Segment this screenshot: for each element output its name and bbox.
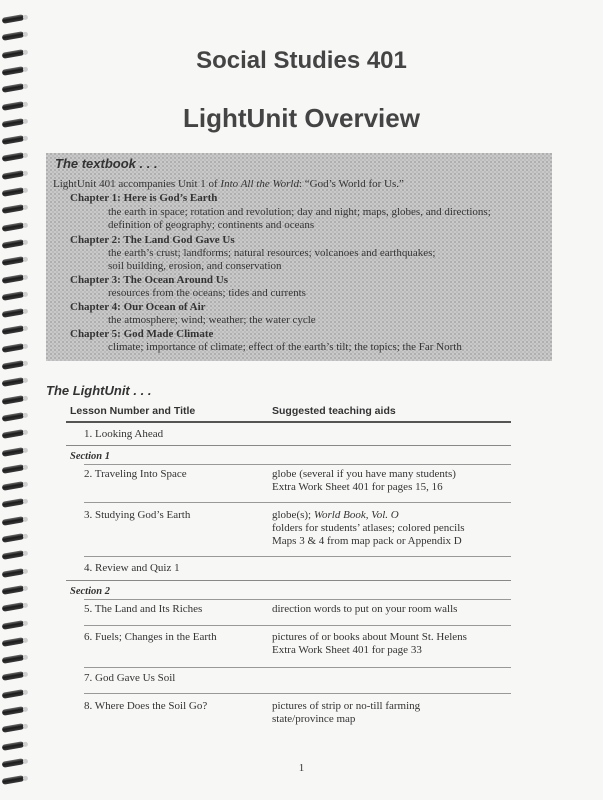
chapter-2-title: Chapter 2: The Land God Gave Us — [70, 234, 235, 246]
intro-prefix: LightUnit 401 accompanies Unit 1 of — [53, 178, 221, 190]
row-divider — [66, 580, 511, 581]
binding-coil — [2, 429, 25, 439]
row-divider — [66, 445, 511, 446]
binding-coil — [2, 412, 25, 422]
chapter-1-desc: definition of geography; continents and oceans — [108, 219, 315, 231]
binding-coil — [2, 308, 25, 318]
column-header-lesson: Lesson Number and Title — [70, 405, 196, 417]
chapter-3-title: Chapter 3: The Ocean Around Us — [70, 274, 228, 286]
lesson-title: 5. The Land and Its Riches — [84, 603, 203, 615]
intro-book-title: Into All the World — [220, 178, 299, 190]
binding-coil — [2, 187, 25, 197]
intro-suffix: : “God’s World for Us.” — [298, 178, 404, 190]
binding-coil — [2, 239, 25, 249]
binding-coil — [2, 274, 25, 284]
binding-coil — [2, 377, 25, 387]
binding-coil — [2, 654, 25, 664]
lesson-title: 6. Fuels; Changes in the Earth — [84, 631, 217, 643]
column-header-aids: Suggested teaching aids — [272, 405, 396, 417]
teaching-aid: pictures of or books about Mount St. Helens — [272, 631, 467, 643]
row-divider — [84, 599, 511, 600]
binding-coil — [2, 533, 25, 543]
row-divider — [84, 556, 511, 557]
binding-coil — [2, 326, 25, 336]
binding-coil — [2, 204, 25, 214]
binding-coil — [2, 222, 25, 232]
lesson-title: 8. Where Does the Soil Go? — [84, 700, 208, 712]
binding-coil — [2, 395, 25, 405]
binding-coil — [2, 464, 25, 474]
aid-world-book: World Book, Vol. O — [313, 509, 399, 521]
aid-globes: globe(s); — [272, 509, 314, 521]
page-number: 1 — [298, 762, 305, 774]
binding-coil — [2, 31, 25, 41]
row-divider — [84, 667, 511, 668]
binding-coil — [2, 585, 25, 595]
lesson-title: 2. Traveling Into Space — [84, 468, 187, 480]
chapter-4-desc: the atmosphere; wind; weather; the water cycle — [108, 314, 316, 326]
binding-coil — [2, 447, 25, 457]
binding-coil — [2, 256, 25, 266]
chapter-2-desc: soil building, erosion, and conservation — [108, 260, 282, 272]
teaching-aid: Extra Work Sheet 401 for page 33 — [272, 644, 422, 656]
binding-coil — [2, 672, 25, 682]
row-divider — [84, 464, 511, 465]
header-rule — [66, 421, 511, 423]
binding-coil — [2, 723, 25, 733]
binding-coil — [2, 360, 25, 370]
section-label: Section 2 — [70, 586, 110, 597]
binding-coil — [2, 14, 25, 24]
teaching-aid: Extra Work Sheet 401 for pages 15, 16 — [272, 481, 443, 493]
binding-coil — [2, 170, 25, 180]
textbook-heading: The textbook . . . — [55, 156, 158, 171]
binding-coil — [2, 602, 25, 612]
binding-coil — [2, 83, 25, 93]
teaching-aid — [272, 509, 399, 522]
row-divider — [84, 625, 511, 626]
row-divider — [84, 502, 511, 503]
lesson-title: 3. Studying God’s Earth — [84, 509, 191, 521]
binding-coil — [2, 135, 25, 145]
chapter-1-title: Chapter 1: Here is God’s Earth — [70, 192, 218, 204]
chapter-3-desc: resources from the oceans; tides and currents — [108, 287, 306, 299]
teaching-aid: Maps 3 & 4 from map pack or Appendix D — [272, 535, 462, 547]
teaching-aid: pictures of strip or no-till farming — [272, 700, 421, 712]
binding-coil — [2, 481, 25, 491]
chapter-4-title: Chapter 4: Our Ocean of Air — [70, 301, 206, 313]
page-title: Social Studies 401 — [196, 47, 407, 74]
binding-coil — [2, 550, 25, 560]
chapter-2-desc: the earth’s crust; landforms; natural resources; volcanoes and earthquakes; — [108, 247, 436, 259]
textbook-intro — [53, 178, 404, 191]
binding-coil — [2, 153, 25, 163]
teaching-aid: direction words to put on your room walls — [272, 603, 458, 615]
lesson-title: 7. God Gave Us Soil — [84, 672, 176, 684]
binding-coil — [2, 637, 25, 647]
page-subtitle: LightUnit Overview — [183, 103, 420, 133]
section-label: Section 1 — [70, 451, 110, 462]
binding-coil — [2, 343, 25, 353]
binding-coil — [2, 568, 25, 578]
binding-coil — [2, 516, 25, 526]
teaching-aid: state/province map — [272, 713, 356, 725]
lesson-title: 1. Looking Ahead — [84, 428, 164, 440]
chapter-1-desc: the earth in space; rotation and revolution; day and night; maps, globes, and directions; — [108, 206, 491, 218]
textbook-box — [46, 153, 552, 361]
binding-coil — [2, 499, 25, 509]
teaching-aid: folders for students’ atlases; colored pencils — [272, 522, 465, 534]
binding-coil — [2, 291, 25, 301]
chapter-5-desc: climate; importance of climate; effect of the earth’s tilt; the topics; the Far North — [108, 341, 462, 353]
binding-coil — [2, 706, 25, 716]
lesson-title: 4. Review and Quiz 1 — [84, 562, 180, 574]
binding-coil — [2, 689, 25, 699]
lightunit-heading: The LightUnit . . . — [46, 383, 152, 398]
binding-coil — [2, 620, 25, 630]
binding-coil — [2, 775, 25, 785]
binding-coil — [2, 741, 25, 751]
chapter-5-title: Chapter 5: God Made Climate — [70, 328, 214, 340]
row-divider — [84, 693, 511, 694]
teaching-aid: globe (several if you have many students) — [272, 468, 456, 480]
